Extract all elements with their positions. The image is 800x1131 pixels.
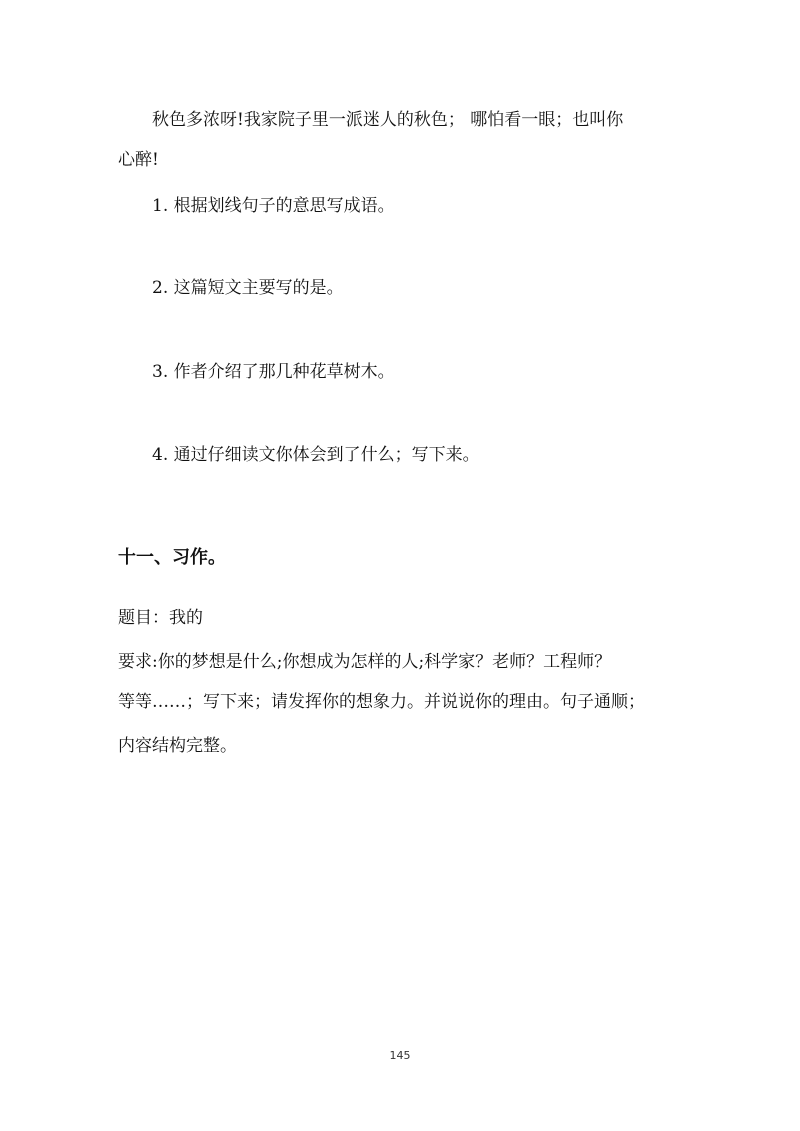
- passage-line-2: 心醉!: [118, 150, 159, 170]
- requirement-line-2: 等等……；写下来；请发挥你的想象力。并说说你的理由。句子通顺；: [118, 692, 645, 712]
- section-heading: 十一、习作。: [118, 547, 226, 568]
- question-2: 2. 这篇短文主要写的是。: [152, 278, 344, 298]
- question-4: 4. 通过仔细读文你体会到了什么；写下来。: [152, 445, 480, 465]
- question-3: 3. 作者介绍了那几种花草树木。: [152, 362, 395, 382]
- question-1: 1. 根据划线句子的意思写成语。: [152, 196, 395, 216]
- page-number: 145: [389, 1049, 411, 1062]
- requirement-line-3: 内容结构完整。: [118, 736, 237, 756]
- requirement-line-1: 要求:你的梦想是什么;你想成为怎样的人;科学家？老师？工程师？: [118, 652, 612, 672]
- passage-line-1: 秋色多浓呀!我家院子里一派迷人的秋色； 哪怕看一眼；也叫你: [152, 110, 624, 130]
- composition-title: 题目：我的: [118, 608, 203, 628]
